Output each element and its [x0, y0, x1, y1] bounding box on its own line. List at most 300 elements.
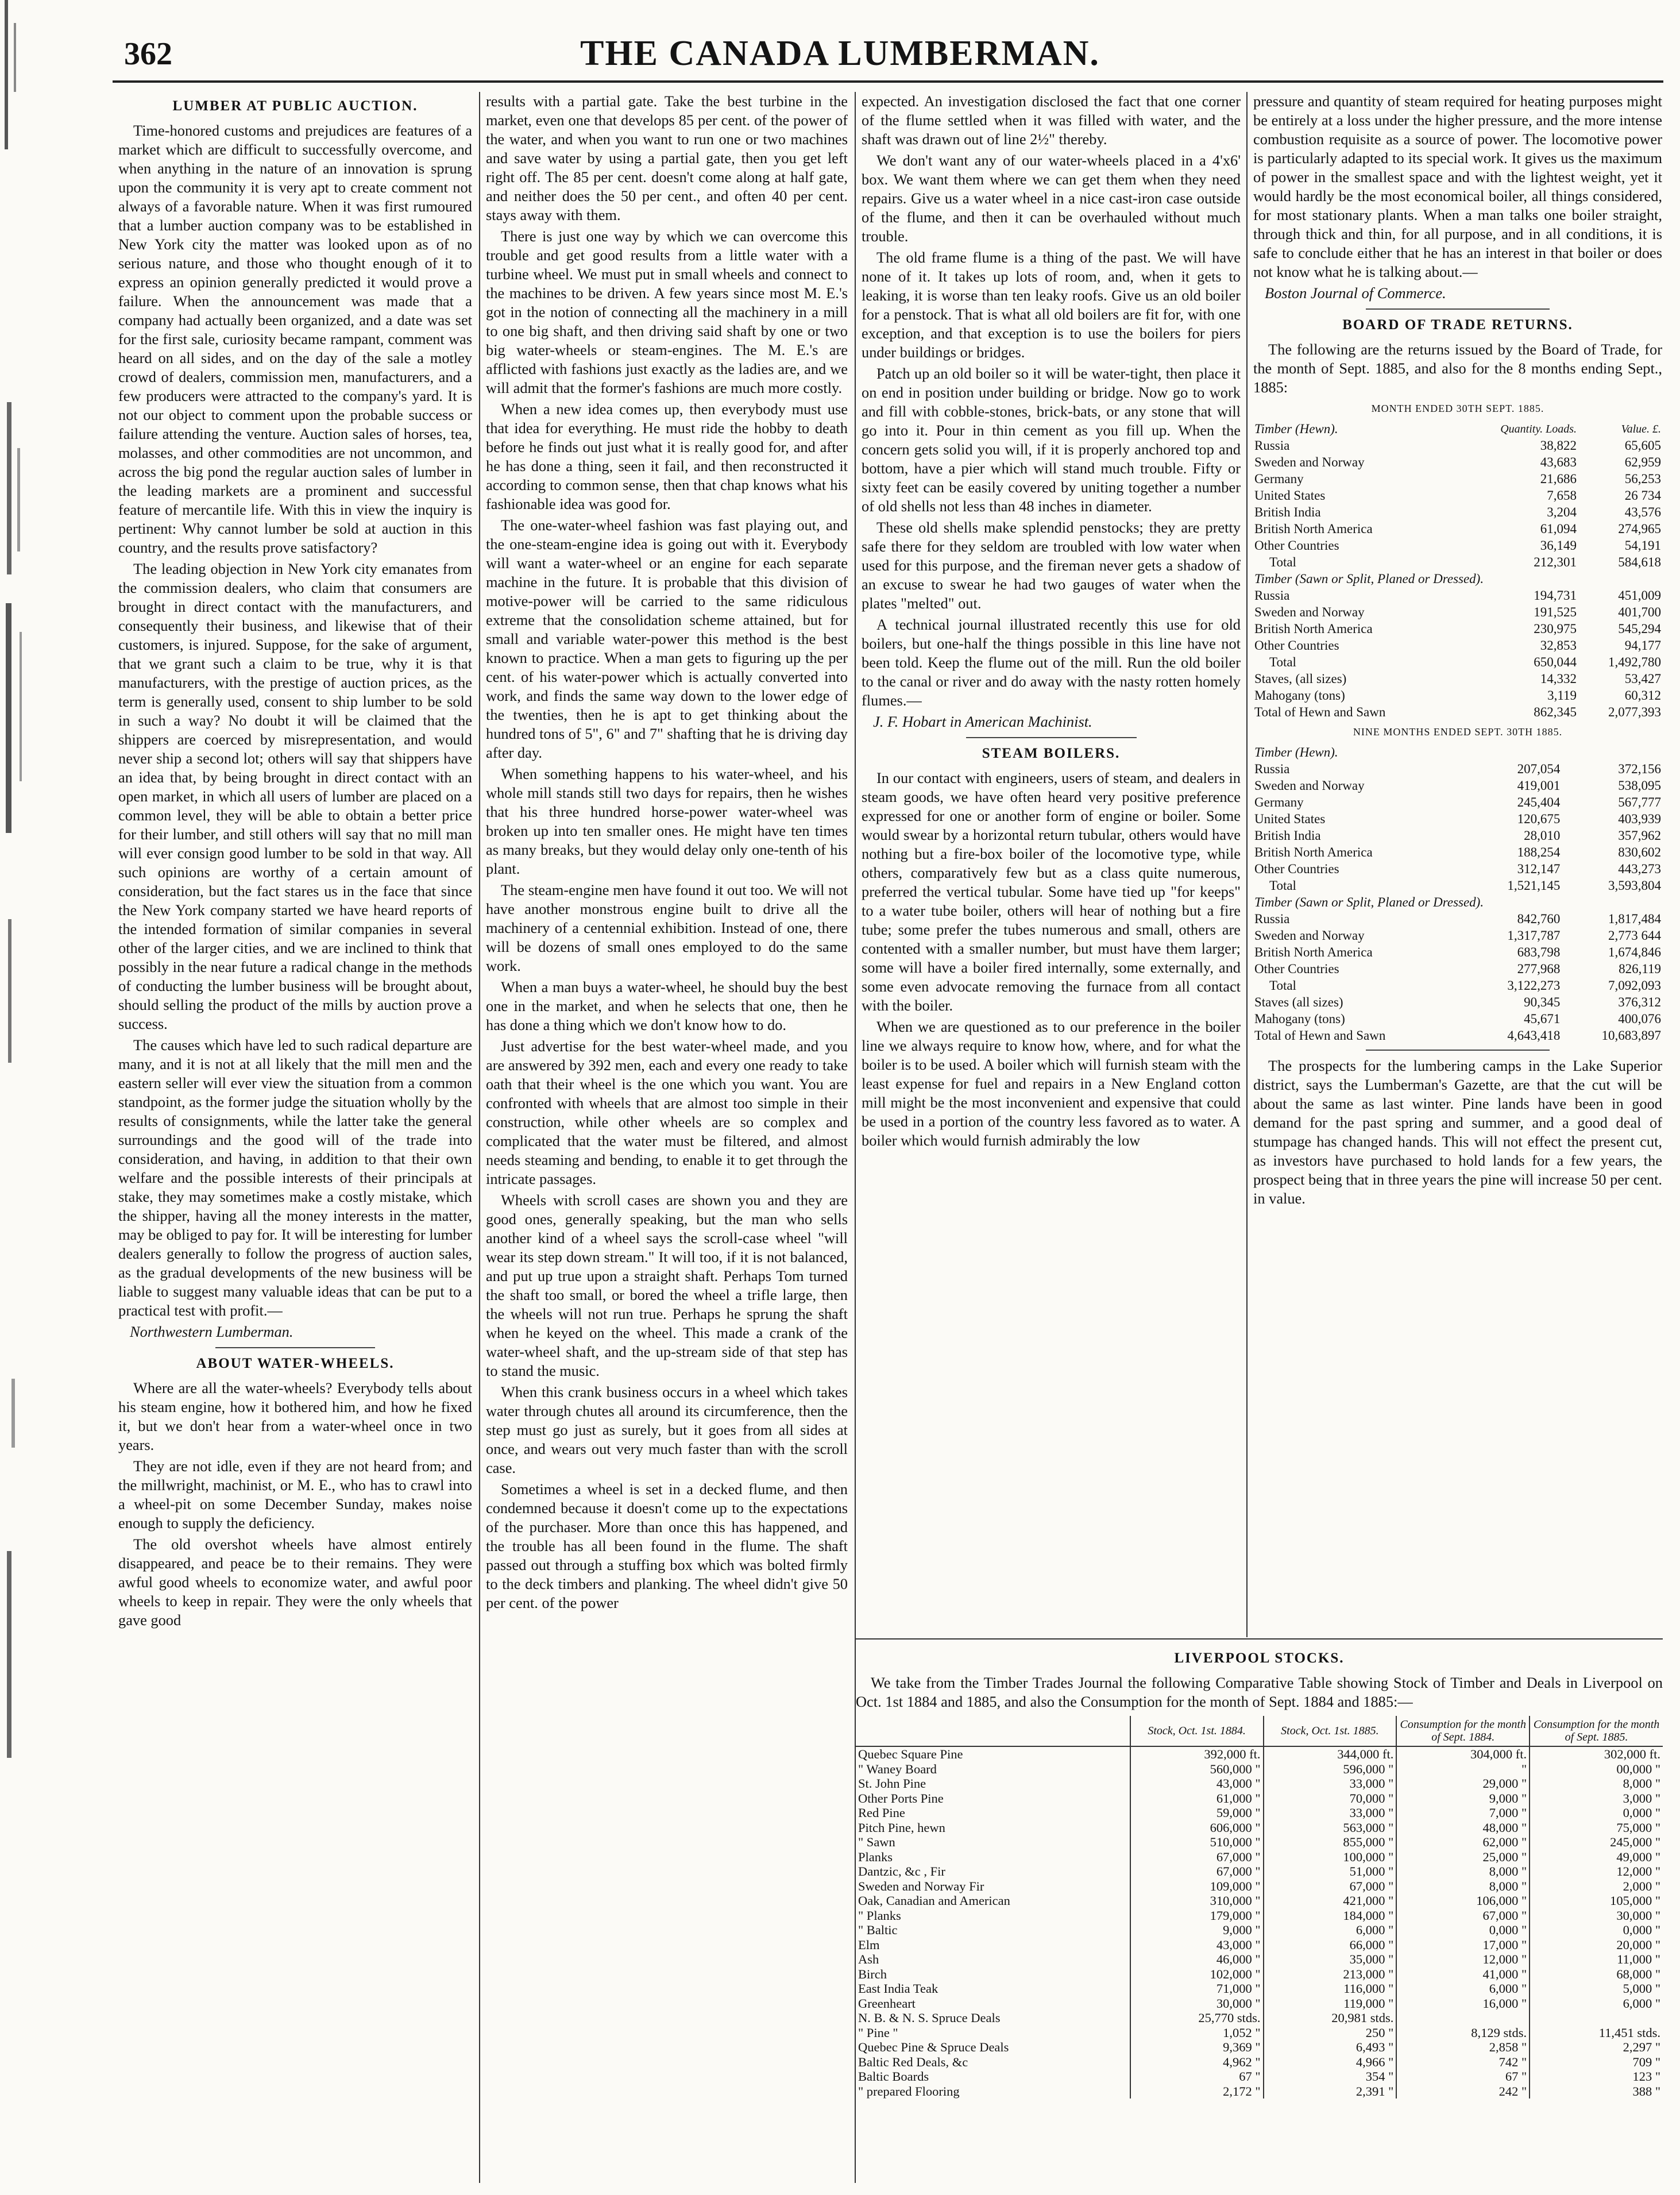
stock-cell: 11,000 ": [1530, 1952, 1663, 1967]
table-row: [1253, 861, 1662, 877]
quantity-cell: 32,853: [1540, 638, 1577, 653]
table-row: [1253, 687, 1662, 704]
table-row: [1253, 944, 1662, 960]
row-label: Sweden and Norway: [1254, 778, 1365, 793]
stock-cell: 0,000 ": [1530, 1806, 1663, 1820]
column-3: [862, 92, 1241, 1637]
quantity-cell: 842,760: [1517, 912, 1561, 926]
quantity-cell: 21,686: [1540, 472, 1577, 486]
stock-cell: 43,000 ": [1130, 1776, 1264, 1791]
paragraph: expected. An investigation disclosed the fact that one corner of the flume settled when it was filled with water, and the shaft was drawn out of line 2½" thereby.: [862, 92, 1241, 148]
row-label: Quebec Square Pine: [858, 1747, 963, 1761]
stock-cell: 106,000 ": [1396, 1893, 1530, 1908]
table-row: [856, 1879, 1663, 1894]
divider: [966, 737, 1137, 738]
stock-cell: 9,369 ": [1130, 2040, 1264, 2055]
stock-cell: 67,000 ": [1130, 1850, 1264, 1865]
table-row: [856, 2011, 1663, 2026]
stock-cell: 250 ": [1264, 2026, 1397, 2040]
article-heading-board-of-trade: BOARD OF TRADE RETURNS.: [1342, 317, 1573, 333]
board-of-trade-table-nine-months: [1253, 744, 1662, 1044]
row-label: United States: [1254, 488, 1326, 503]
table-subheading: MONTH ENDED 30TH SEPT. 1885.: [1371, 403, 1544, 414]
row-label: Sweden and Norway: [1254, 455, 1365, 469]
stock-cell: 20,000 ": [1530, 1938, 1663, 1953]
table-row: [856, 2084, 1663, 2099]
row-label: Sweden and Norway Fir: [858, 1878, 984, 1893]
stock-cell: [1396, 2011, 1530, 2026]
table-row: [1253, 960, 1662, 977]
value-cell: 53,427: [1624, 672, 1661, 686]
table-row: [1253, 827, 1662, 844]
table-row: [856, 1981, 1663, 1996]
value-cell: 826,119: [1619, 962, 1661, 976]
row-label: N. B. & N. S. Spruce Deals: [858, 2011, 1001, 2025]
table-row: [856, 2026, 1663, 2040]
stock-cell: 0,000 ": [1396, 1923, 1530, 1938]
quantity-cell: 212,301: [1534, 555, 1577, 569]
quantity-cell: 36,149: [1540, 538, 1577, 553]
table-row: [1253, 977, 1662, 994]
stock-cell: 2,000 ": [1530, 1879, 1663, 1894]
quantity-cell: 862,345: [1534, 705, 1577, 719]
stock-cell: 123 ": [1530, 2069, 1663, 2084]
stock-cell: 67,000 ": [1396, 1908, 1530, 1923]
stock-cell: 75,000 ": [1530, 1820, 1663, 1835]
paragraph: When a man buys a water-wheel, he should buy the best one in the market, and when he selects that one, then he has done a thing which we don't know how to do.: [486, 978, 848, 1033]
stock-cell: 179,000 ": [1130, 1908, 1264, 1923]
stock-cell: 354 ": [1264, 2069, 1397, 2084]
stock-cell: 11,451 stds.: [1530, 2026, 1663, 2040]
table-row: [856, 1746, 1663, 1762]
value-cell: 10,683,897: [1601, 1028, 1661, 1043]
stock-cell: 421,000 ": [1264, 1893, 1397, 1908]
stock-cell: 213,000 ": [1264, 1967, 1397, 1982]
stock-cell: 68,000 ": [1530, 1967, 1663, 1982]
stock-cell: 71,000 ": [1130, 1981, 1264, 1996]
stock-cell: 109,000 ": [1130, 1879, 1264, 1894]
column-rule: [479, 92, 480, 2183]
quantity-cell: 43,683: [1540, 455, 1577, 469]
table-row: [856, 1850, 1663, 1865]
table-label: Timber (Hewn).: [1254, 745, 1338, 759]
value-cell: 451,009: [1618, 588, 1661, 603]
row-label: St. John Pine: [858, 1776, 926, 1791]
row-label: British North America: [1254, 945, 1373, 959]
value-cell: 1,492,780: [1608, 655, 1661, 669]
table-row: [856, 2040, 1663, 2055]
paragraph: Time-honored customs and prejudices are features of a market which are difficult to successfully overcome, and when anything in the nature of an innovation is sprung upon the community it is very apt to create comment not always of a favorable nature. When it was first rumoured that a lumber auction company was to be established in New York city the matter was looked upon as of no serious nature, and those who thought enough of it to express an opinion generally predicted it would prove a failure. When the announcement was made that a company had actually been organized, and a date was set for the first sale, curiosity became rampant, comment was heard on all sides, and on the day of the sale a motley crowd of dealers, commission men, manufacturers, and a few producers were attracted to the company's yard. It is not our object to comment upon the probable success or failure attending the venture. Auction sales of horses, tea, molasses, and other commodities are not uncommon, and across the big pond the regular auction sales of lumber in the leading markets are a prominent and successful feature of mercantile life. With this in view the inquiry is pertinent: Why cannot lumber be sold at auction in this country, and the results prove satisfactory?: [118, 122, 472, 556]
value-cell: 372,156: [1618, 762, 1661, 776]
quantity-cell: 650,044: [1534, 655, 1577, 669]
row-label: Other Countries: [1254, 638, 1339, 653]
column-rule: [1246, 92, 1248, 1637]
row-label: Total: [1269, 555, 1296, 569]
row-label: Quebec Pine & Spruce Deals: [858, 2040, 1009, 2054]
stock-cell: 43,000 ": [1130, 1938, 1264, 1953]
table-row: [1253, 654, 1662, 670]
row-label: Oak, Canadian and American: [858, 1893, 1010, 1908]
stock-cell: 4,962 ": [1130, 2055, 1264, 2070]
row-label: British India: [1254, 828, 1321, 843]
stock-cell: 46,000 ": [1130, 1952, 1264, 1967]
section-rule: [856, 1638, 1663, 1640]
stock-cell: 49,000 ": [1530, 1850, 1663, 1865]
row-label: " Sawn: [858, 1835, 895, 1849]
stock-cell: 310,000 ": [1130, 1893, 1264, 1908]
row-label: Other Countries: [1254, 538, 1339, 553]
table-row: [1253, 777, 1662, 794]
stock-cell: 302,000 ft.: [1530, 1746, 1663, 1762]
stock-cell: 855,000 ": [1264, 1835, 1397, 1850]
table-row: [1253, 587, 1662, 604]
row-label: United States: [1254, 812, 1326, 826]
value-cell: 56,253: [1624, 472, 1661, 486]
quantity-cell: 419,001: [1517, 778, 1561, 793]
stock-cell: 30,000 ": [1130, 1996, 1264, 2011]
quantity-cell: 1,317,787: [1507, 928, 1561, 943]
value-cell: 3,593,804: [1608, 878, 1661, 893]
table-row: [1253, 761, 1662, 777]
source-credit: Boston Journal of Commerce.: [1265, 284, 1446, 302]
value-cell: 94,177: [1624, 638, 1661, 653]
paragraph: When this crank business occurs in a wheel which takes water through chutes all around its circumference, then the step must go just as surely, but it goes from all sides at once, and wears out very much faster than with the scroll case.: [486, 1383, 848, 1476]
quantity-cell: 191,525: [1534, 605, 1577, 619]
stock-cell: 20,981 stds.: [1264, 2011, 1397, 2026]
table-row: [1253, 1010, 1662, 1027]
stock-cell: 9,000 ": [1130, 1923, 1264, 1938]
row-label: Planks: [858, 1849, 893, 1864]
stock-cell: 67,000 ": [1130, 1864, 1264, 1879]
stock-cell: 2,172 ": [1130, 2084, 1264, 2099]
value-cell: 1,674,846: [1608, 945, 1661, 959]
quantity-cell: 3,204: [1547, 505, 1577, 519]
quantity-cell: 4,643,418: [1507, 1028, 1561, 1043]
stock-cell: 392,000 ft.: [1130, 1746, 1264, 1762]
stock-cell: 596,000 ": [1264, 1762, 1397, 1777]
value-cell: 401,700: [1618, 605, 1661, 619]
quantity-cell: 28,010: [1524, 828, 1561, 843]
paragraph: The prospects for the lumbering camps in the Lake Superior district, says the Lumberman's Gazette, are that the cut will be about the same as last winter. Pine lands have been in good demand for the past spring and summer, and a good deal of stumpage has changed hands. This will not effect the present cut, as investors have purchased to hold lands for a few years, the prospect being that in three years the pine will increase 50 per cent. in value.: [1253, 1057, 1662, 1207]
table-subheading: NINE MONTHS ENDED SEPT. 30TH 1885.: [1353, 726, 1563, 738]
row-label: Germany: [1254, 795, 1304, 809]
article-heading-auction: LUMBER AT PUBLIC AUCTION.: [172, 98, 418, 114]
stock-cell: 12,000 ": [1530, 1864, 1663, 1879]
row-label: Germany: [1254, 472, 1304, 486]
table-row: [1253, 470, 1662, 487]
stock-cell: 51,000 ": [1264, 1864, 1397, 1879]
table-row: [1253, 487, 1662, 504]
stock-cell: 59,000 ": [1130, 1806, 1264, 1820]
row-label: Total of Hewn and Sawn: [1254, 1028, 1386, 1043]
column-1: [118, 92, 472, 2183]
row-label: Staves (all sizes): [1254, 995, 1343, 1009]
table-row: [856, 1908, 1663, 1923]
stock-cell: 116,000 ": [1264, 1981, 1397, 1996]
row-label: Elm: [858, 1937, 880, 1952]
quantity-cell: 277,968: [1517, 962, 1561, 976]
quantity-cell: 188,254: [1517, 845, 1561, 859]
stock-cell: 6,000 ": [1396, 1981, 1530, 1996]
source-credit: J. F. Hobart in American Machinist.: [873, 713, 1092, 730]
quantity-cell: 245,404: [1517, 795, 1561, 809]
paragraph: Just advertise for the best water-wheel made, and you are answered by 392 men, each and every one ready to take oath that their wheel is the one which you want. You are confronted with wheels that are almost too simple in their construction, while other wheels are so complex and complicated that the water must be filtered, and almost needs steaming and bending, to enable it to get through the intricate passages.: [486, 1037, 848, 1187]
paragraph: They are not idle, even if they are not heard from; and the millwright, machinist, or M. E., who has to crawl into a wheel-pit on some December Sunday, makes noise enough to supply the deficiency.: [118, 1457, 472, 1532]
table-row: [1253, 437, 1662, 454]
row-label: Baltic Boards: [858, 2069, 929, 2084]
column-header: Stock, Oct. 1st. 1885.: [1264, 1716, 1397, 1746]
stock-cell: 709 ": [1530, 2055, 1663, 2070]
column-4: [1253, 92, 1662, 1637]
value-cell: 538,095: [1618, 778, 1661, 793]
row-label: Total: [1269, 978, 1296, 993]
table-row: [856, 1893, 1663, 1908]
table-row: [1253, 994, 1662, 1010]
row-label: Russia: [1254, 438, 1290, 453]
value-cell: 54,191: [1624, 538, 1661, 553]
paragraph: Wheels with scroll cases are shown you and they are good ones, generally speaking, but the man who sells another kind of a wheel says the scroll-case wheel "will wear its step down stream." It will too, if it is not balanced, and put up true upon a straight shaft. Perhaps Tom turned the shaft too small, or bored the wheel a trifle large, then the wheels will not run true. Perhaps he sprung the shaft when he keyed on the wheel. This made a crank of the water-wheel shaft, and the up-stream side of that step has to stand the music.: [486, 1191, 848, 1379]
table-row: [1253, 911, 1662, 927]
table-row: [856, 1791, 1663, 1806]
value-cell: 400,076: [1618, 1012, 1661, 1026]
stock-cell: 102,000 ": [1130, 1967, 1264, 1982]
table-row: [1253, 520, 1662, 537]
table-row: [856, 1864, 1663, 1879]
row-label: British India: [1254, 505, 1321, 519]
stock-cell: 67 ": [1396, 2069, 1530, 2084]
table-row: [1253, 670, 1662, 687]
row-label: Total: [1269, 878, 1296, 893]
stock-cell: 2,297 ": [1530, 2040, 1663, 2055]
stock-cell: 4,966 ": [1264, 2055, 1397, 2070]
table-row: [1253, 704, 1662, 720]
stock-cell: 33,000 ": [1264, 1776, 1397, 1791]
column-header-value: Value. £.: [1621, 422, 1661, 435]
quantity-cell: 7,658: [1547, 488, 1577, 503]
row-label: " Baltic: [858, 1923, 898, 1937]
stock-cell: 1,052 ": [1130, 2026, 1264, 2040]
stock-cell: 8,000 ": [1396, 1864, 1530, 1879]
paragraph: We take from the Timber Trades Journal the following Comparative Table showing Stock of Timber and Deals in Liverpool on Oct. 1st 1884 and 1885, and also the Consumption for the month of Sept. 1884 and 1885:—: [856, 1674, 1663, 1710]
stock-cell: 35,000 ": [1264, 1952, 1397, 1967]
row-label: Russia: [1254, 588, 1290, 603]
row-label: British North America: [1254, 522, 1373, 536]
paragraph: The steam-engine men have found it out too. We will not have another monstrous engine built to drive all the machinery of a centennial exhibition. Instead of one, there will be dozens of small ones employed to do the same work.: [486, 881, 848, 974]
paragraph: Sometimes a wheel is set in a decked flume, and then condemned because it doesn't come up to the expectations of the purchaser. More than once this has happened, and the trouble has all been found in the flume. The shaft passed out through a stuffing box which was bolted firmly to the deck timbers and planking. The wheel didn't give 50 per cent. of the power: [486, 1480, 848, 1611]
table-row: [1253, 454, 1662, 470]
quantity-cell: 683,798: [1517, 945, 1561, 959]
row-label: British North America: [1254, 622, 1373, 636]
table-row: [856, 1967, 1663, 1982]
paragraph: These old shells make splendid penstocks; they are pretty safe there for they seldom are troubled with low water when used for this purpose, and the fireman never gets a shadow of an excuse to swear he had two gauges of water when the plates "melted" out.: [862, 519, 1241, 612]
row-label: Greenheart: [858, 1996, 916, 2011]
paragraph: We don't want any of our water-wheels placed in a 4'x6' box. We want them where we can get them when they need repairs. Give us a water wheel in a nice cast-iron case outside of the flume, and then it can be overhauled without much trouble.: [862, 152, 1241, 245]
stock-cell: 0,000 ": [1530, 1923, 1663, 1938]
article-heading-steam-boilers: STEAM BOILERS.: [982, 746, 1121, 761]
stock-cell: 00,000 ": [1530, 1762, 1663, 1777]
row-label: Birch: [858, 1966, 887, 1981]
value-cell: 7,092,093: [1608, 978, 1661, 993]
row-label: Baltic Red Deals, &c: [858, 2054, 968, 2069]
quantity-cell: 120,675: [1517, 812, 1561, 826]
table-row: [856, 1952, 1663, 1967]
row-label: East India Teak: [858, 1981, 939, 1996]
row-label: Staves, (all sizes): [1254, 672, 1347, 686]
stock-cell: 245,000 ": [1530, 1835, 1663, 1850]
table-row: [856, 1806, 1663, 1820]
table-row: [1253, 927, 1662, 944]
liverpool-stocks-section: [856, 1644, 1663, 2098]
stock-cell: 388 ": [1530, 2084, 1663, 2099]
quantity-cell: 194,731: [1534, 588, 1577, 603]
stock-cell: 8,000 ": [1396, 1879, 1530, 1894]
quantity-cell: 61,094: [1540, 522, 1577, 536]
stock-cell: 48,000 ": [1396, 1820, 1530, 1835]
source-credit: Northwestern Lumberman.: [130, 1323, 293, 1340]
row-label: " Pine ": [858, 2025, 898, 2040]
stock-cell: 2,391 ": [1264, 2084, 1397, 2099]
article-heading-liverpool: LIVERPOOL STOCKS.: [1174, 1650, 1345, 1666]
stock-cell: 606,000 ": [1130, 1820, 1264, 1835]
row-label: " Planks: [858, 1908, 901, 1923]
scan-edge-marks: [0, 0, 92, 2195]
stock-cell: 6,000 ": [1264, 1923, 1397, 1938]
value-cell: 26 734: [1624, 488, 1661, 503]
value-cell: 830,602: [1618, 845, 1661, 859]
value-cell: 567,777: [1618, 795, 1661, 809]
stock-cell: 304,000 ft.: [1396, 1746, 1530, 1762]
table-label: Timber (Sawn or Split, Planed or Dressed).: [1254, 572, 1484, 586]
paragraph: Patch up an old boiler so it will be water-tight, then place it on end in position under building or bridge. Now go to work and fill with cobble-stones, brick-bats, or any stone that will go into it. Pour in thin cement as you fill up. When the concern gets solid you will, if it is properly anchored top and bottom, have a pier which will stand much trouble. Fifty or sixty feet can be easily covered by uniting together a number of old shells not less than 48 inches in diameter.: [862, 365, 1241, 515]
stock-cell: 563,000 ": [1264, 1820, 1397, 1835]
value-cell: 403,939: [1618, 812, 1661, 826]
table-row: [856, 2069, 1663, 2084]
stock-cell: 5,000 ": [1530, 1981, 1663, 1996]
quantity-cell: 3,119: [1547, 688, 1577, 703]
value-cell: 2,077,393: [1608, 705, 1661, 719]
divider: [1366, 1050, 1550, 1051]
quantity-cell: 312,147: [1517, 862, 1561, 876]
paragraph: The one-water-wheel fashion was fast playing out, and the one-steam-engine idea is going out with it. Everybody will want a water-wheel or an engine for each separate machine in the future. It is probable that this division of motive-power will be carried to the same ridiculous extreme that the consolidation scheme attained, but for small and variable water-power this method is the best known to practice. When a man gets to figuring up the per cent. of his water-power which is actually converted into work, and finds the same way down to the lower edge of the twenties, then he is apt to get thinking about the hundred tons of 5", 6" and 7" shafting that he is driving day after day.: [486, 516, 848, 761]
stock-cell: 510,000 ": [1130, 1835, 1264, 1850]
stock-cell: 560,000 ": [1130, 1762, 1264, 1777]
row-label: British North America: [1254, 845, 1373, 859]
paragraph: When a new idea comes up, then everybody must use that idea for everything. He must ride the hobby to death before he finds out just what it is really good for, and after he has done a thing, seen it fail, and then reconstructed it according to common sense, then that chap knows what his fashionable idea was good for.: [486, 400, 848, 512]
column-header: [856, 1716, 1130, 1746]
paragraph: When something happens to his water-wheel, and his whole mill stands still two days for repairs, then he wishes that his three hundred horse-power water-wheel was broken up into ten smaller ones. He might have ten times as many breaks, but they would delay only one-tenth of his plant.: [486, 765, 848, 877]
quantity-cell: 45,671: [1524, 1012, 1561, 1026]
stock-cell: 62,000 ": [1396, 1835, 1530, 1850]
article-heading-water-wheels: ABOUT WATER-WHEELS.: [196, 1356, 395, 1371]
row-label: " Waney Board: [858, 1761, 937, 1776]
table-row: [856, 1820, 1663, 1835]
header-rule: [113, 80, 1663, 83]
stock-cell: 742 ": [1396, 2055, 1530, 2070]
stock-cell: 67 ": [1130, 2069, 1264, 2084]
table-row: [856, 1835, 1663, 1850]
stock-cell: 33,000 ": [1264, 1806, 1397, 1820]
stock-cell: 2,858 ": [1396, 2040, 1530, 2055]
table-row: [1253, 794, 1662, 811]
divider: [1366, 308, 1550, 310]
paragraph: The following are the returns issued by the Board of Trade, for the month of Sept. 1885, and also for the 8 months ending Sept., 1885:: [1253, 341, 1662, 396]
paragraph: Where are all the water-wheels? Everybody tells about his steam engine, how it bothered him, and how he fixed it, but we don't hear from a water-wheel once in two years.: [118, 1379, 472, 1453]
row-label: Ash: [858, 1952, 879, 1966]
table-row: [1253, 844, 1662, 861]
stock-cell: 12,000 ": [1396, 1952, 1530, 1967]
table-row: [856, 1762, 1663, 1777]
row-label: Dantzic, &c , Fir: [858, 1864, 945, 1878]
stock-cell: ": [1396, 1762, 1530, 1777]
liverpool-stocks-table: [856, 1716, 1663, 2098]
value-cell: 545,294: [1618, 622, 1661, 636]
masthead-title: THE CANADA LUMBERMAN.: [580, 34, 1100, 73]
value-cell: 65,605: [1624, 438, 1661, 453]
value-cell: 357,962: [1618, 828, 1661, 843]
paragraph: The leading objection in New York city emanates from the commission dealers, who claim that consumers are brought in direct contact with the manufacturers, and consequently their business, and likewise that of their customers, is injured. Suppose, for the sake of argument, that we grant such a claim to be true, why it is that manufacturers, with the prestige of auction prices, as the term is generally used, consent to ship lumber to be sold in such a way? No doubt it will be claimed that the shippers are coerced by misrepresentation, and would never ship a second lot; others will say that shippers have an idea that, by being brought in direct contact with an open market, in which all users of lumber are placed on a common level, they will be able to obtain a better price for their lumber, and still others will say that no mill man will ever consign good lumber to be sold in that way. All such opinions are worthy of a certain amount of consideration, but the fact stares us in the face that since the New York company started we have heard reports of the intended formation of similar companies in several other of the larger cities, and we are inclined to think that possibly in the near future a radical change in the methods of conducting the lumber business will be brought about, should selling the product of the mills by auction prove a success.: [118, 560, 472, 1032]
quantity-cell: 207,054: [1517, 762, 1561, 776]
stock-cell: 3,000 ": [1530, 1791, 1663, 1806]
table-row: [1253, 537, 1662, 554]
table-row: [1253, 604, 1662, 620]
table-row: [1253, 637, 1662, 654]
value-cell: 62,959: [1624, 455, 1661, 469]
column-header: Consumption for the month of Sept. 1885.: [1530, 1716, 1663, 1746]
value-cell: 376,312: [1618, 995, 1661, 1009]
stock-cell: 242 ": [1396, 2084, 1530, 2099]
table-label: Timber (Hewn).: [1254, 422, 1338, 436]
stock-cell: 184,000 ": [1264, 1908, 1397, 1923]
paragraph: The old overshot wheels have almost entirely disappeared, and peace be to their remains. They were awful good wheels to economize water, and awful poor wheels to keep in repair. They were the only wheels that gave good: [118, 1536, 472, 1629]
column-header: Stock, Oct. 1st. 1884.: [1130, 1716, 1264, 1746]
row-label: Russia: [1254, 762, 1290, 776]
stock-cell: 41,000 ": [1396, 1967, 1530, 1982]
paragraph: A technical journal illustrated recently this use for old boilers, but one-half the things possible in this line have not been told. Keep the flume out of the mill. Run the old boiler to the canal or river and do away with the nasty rotten homely flumes.—: [862, 616, 1241, 709]
value-cell: 443,273: [1618, 862, 1661, 876]
table-row: [1253, 1027, 1662, 1044]
quantity-cell: 38,822: [1540, 438, 1577, 453]
row-label: Mahogany (tons): [1254, 688, 1345, 703]
table-row: [1253, 811, 1662, 827]
row-label: Pitch Pine, hewn: [858, 1820, 945, 1835]
stock-cell: 16,000 ": [1396, 1996, 1530, 2011]
stock-cell: 29,000 ": [1396, 1776, 1530, 1791]
quantity-cell: 3,122,273: [1507, 978, 1561, 993]
value-cell: 1,817,484: [1608, 912, 1661, 926]
quantity-cell: 14,332: [1540, 672, 1577, 686]
stock-cell: 66,000 ": [1264, 1938, 1397, 1953]
paragraph: results with a partial gate. Take the best turbine in the market, even one that develops 85 per cent. of the power of the water, and when you want to run one or two machines and save water by using a partial gate, then you get left right off. The 85 per cent. doesn't come along at half gate, and neither does the 50 per cent., and often 40 per cent. stays away with them.: [486, 92, 848, 223]
stock-cell: 67,000 ": [1264, 1879, 1397, 1894]
board-of-trade-table-month: [1253, 421, 1662, 720]
table-row: [1253, 877, 1662, 894]
row-label: Total: [1269, 655, 1296, 669]
stock-cell: 25,770 stds.: [1130, 2011, 1264, 2026]
table-label: Timber (Sawn or Split, Planed or Dressed).: [1254, 895, 1484, 909]
row-label: Other Countries: [1254, 962, 1339, 976]
stock-cell: [1530, 2011, 1663, 2026]
row-label: Mahogany (tons): [1254, 1012, 1345, 1026]
stock-cell: 8,129 stds.: [1396, 2026, 1530, 2040]
quantity-cell: 230,975: [1534, 622, 1577, 636]
table-row: [1253, 620, 1662, 637]
paragraph: When we are questioned as to our preference in the boiler line we always require to know how, where, and for what the boiler is to be used. A boiler which will furnish steam with the least expense for fuel and repairs in a New England cotton mill might be the most inconvenient and expensive that could be used in a portion of the country less favored as to water. A boiler which would furnish admirably the low: [862, 1018, 1241, 1149]
paragraph: pressure and quantity of steam required for heating purposes might be entirely at a loss under the higher pressure, and the more intense combustion requisite as a source of power. The locomotive power is particularly adapted to its special work. It gives us the maximum of power in the smallest space and with the lightest weight, yet it would hardly be the most economical boiler, all things considered, for most stationary plants. When a man talks one boiler straight, through thick and thin, for all purpose, and in all conditions, it is safe to conclude either that he has an interest in that boiler or does not know what he is talking about.—: [1253, 92, 1662, 280]
quantity-cell: 1,521,145: [1507, 878, 1561, 893]
row-label: Other Countries: [1254, 862, 1339, 876]
stock-cell: 6,493 ": [1264, 2040, 1397, 2055]
table-row: [1253, 504, 1662, 520]
